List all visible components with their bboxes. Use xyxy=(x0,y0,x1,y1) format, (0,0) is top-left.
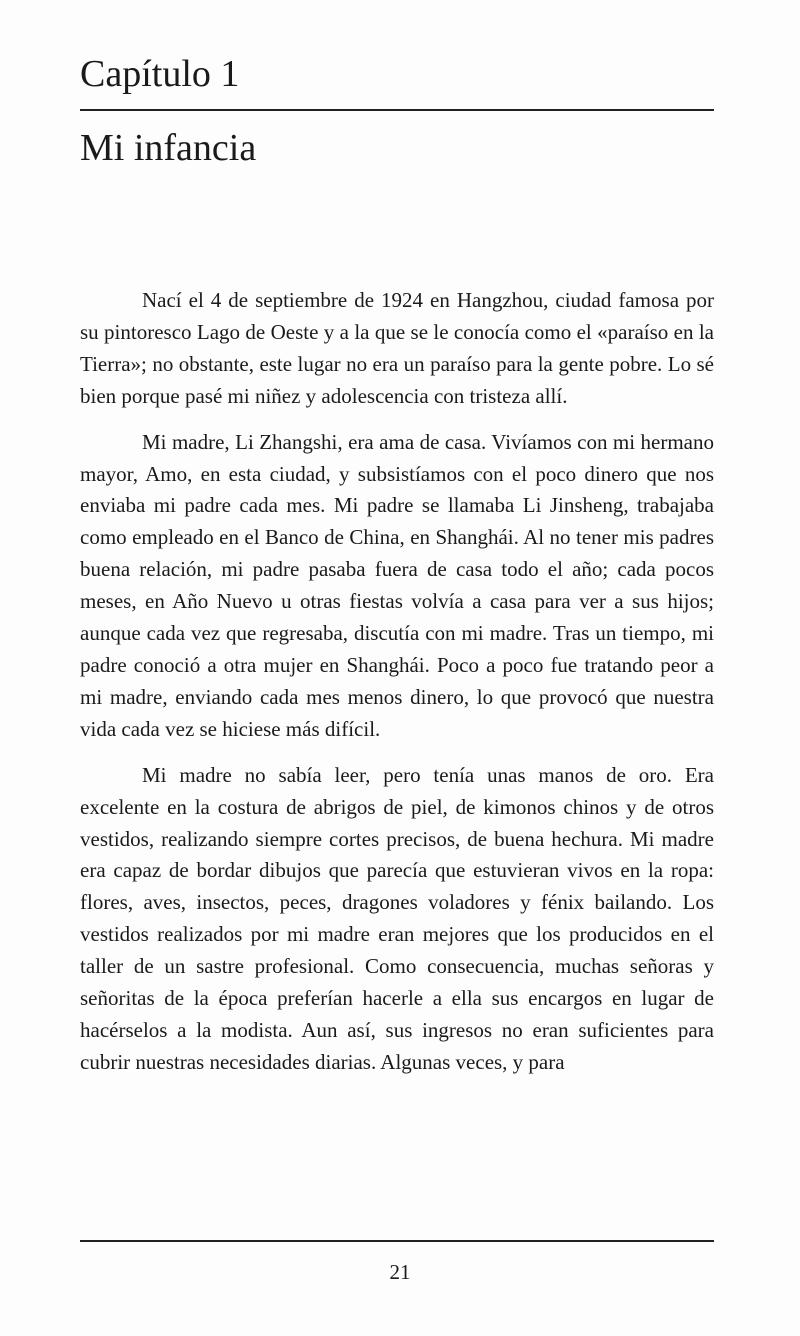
paragraph: Nací el 4 de septiembre de 1924 en Hangzhou, ciudad famosa por su pintoresco Lago de Oeste y a la que se le conocía como el «paraíso en la Tierra»; no obstante, este lugar no era un paraíso para la gente pobre. Lo sé bien porque pasé mi niñez y adolescencia con tristeza allí. xyxy=(80,288,714,408)
footer-rule xyxy=(80,1240,714,1242)
paragraph: Mi madre, Li Zhangshi, era ama de casa. Vivíamos con mi hermano mayor, Amo, en esta ciudad, y subsistíamos con el poco dinero que nos enviaba mi padre cada mes. Mi padre se llamaba Li Jinsheng, trabajaba como empleado en el Banco de China, en Shanghái. Al no tener mis padres buena relación, mi padre pasaba fuera de casa todo el año; cada pocos meses, en Año Nuevo u otras fiestas volvía a casa para ver a sus hijos; aunque cada vez que regresaba, discutía con mi madre. Tras un tiempo, mi padre conoció a otra mujer en Shanghái. Poco a poco fue tratando peor a mi madre, enviando cada mes menos dinero, lo que provocó que nuestra vida cada vez se hiciese más difícil. xyxy=(80,429,714,741)
body-text xyxy=(80,285,714,1093)
chapter-label: Capítulo 1 xyxy=(80,53,240,95)
chapter-title: Mi infancia xyxy=(80,127,257,169)
page-number: 21 xyxy=(389,1260,411,1284)
header-rule xyxy=(80,109,714,111)
paragraph: Mi madre no sabía leer, pero tenía unas manos de oro. Era excelente en la costura de abrigos de piel, de kimonos chinos y de otros vestidos, realizando siempre cortes precisos, de buena hechura. Mi madre era capaz de bordar dibujos que parecía que estuvieran vivos en la ropa: flores, aves, insectos, peces, dragones voladores y fénix bailando. Los vestidos realizados por mi madre eran mejores que los producidos en el taller de un sastre profesional. Como consecuencia, muchas señoras y señoritas de la época preferían hacerle a ella sus encargos en lugar de hacérselos a la modista. Aun así, sus ingresos no eran suficientes para cubrir nuestras necesidades diarias. Algunas veces, y para xyxy=(80,762,714,1074)
